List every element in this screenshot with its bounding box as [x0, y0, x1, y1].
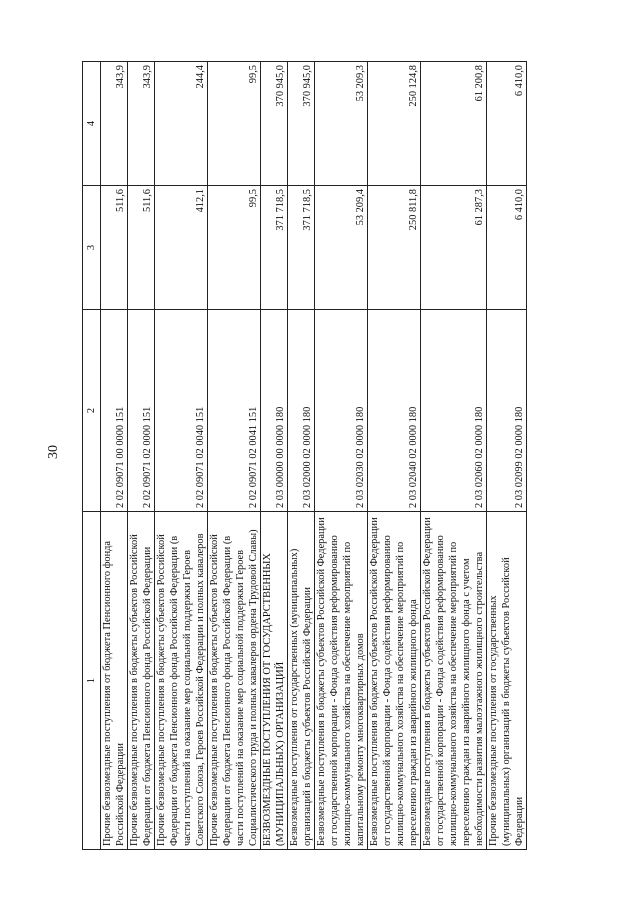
revenue-table-rotated: [82, 62, 638, 850]
table-row: [208, 62, 261, 850]
header-col-3: 3: [83, 186, 101, 310]
row-value-col4: 343,9: [101, 62, 128, 186]
row-code: 2 02 09071 00 0000 151: [101, 310, 128, 512]
table-row: [421, 62, 487, 850]
table-row: [101, 62, 128, 850]
row-value-col3: 53 209,4: [315, 186, 368, 310]
row-value-col3: 371 718,5: [288, 186, 315, 310]
table-row: [155, 62, 208, 850]
page-number: 30: [46, 445, 61, 459]
header-col-2: 2: [83, 310, 101, 512]
row-value-col3: 412,1: [155, 186, 208, 310]
table-row: [315, 62, 368, 850]
row-code: 2 03 02000 02 0000 180: [288, 310, 315, 512]
row-name: Прочие безвозмездные поступления в бюджеты субъектов Российской Федерации от бюджета Пенсионного фонда Российской Федерации (в части поступлений на оказание мер социальной поддержки Героев Социалистического труда и полных кавалеров ордена Трудовой Славы): [208, 512, 261, 850]
revenue-table: [82, 61, 527, 850]
table-row-group: [261, 62, 288, 850]
row-value-col4: 6 410,0: [487, 62, 527, 186]
row-name: Прочие безвозмездные поступления в бюджеты субъектов Российской Федерации от бюджета Пенсионного фонда Российской Федерации: [128, 512, 155, 850]
row-value-col3: 61 287,3: [421, 186, 487, 310]
header-col-1: 1: [83, 512, 101, 850]
row-code: 2 02 09071 02 0040 151: [155, 310, 208, 512]
row-value-col3: 6 410,0: [487, 186, 527, 310]
row-value-col4: 370 945,0: [261, 62, 288, 186]
row-name: Безвозмездные поступления в бюджеты субъектов Российской Федерации от государственной корпорации - Фонда содействия реформированию жилищно-коммунального хозяйства на обеспечение мероприятий по переселению граждан из аварийного жилищного фонда с учетом необходимости развития малоэтажного жилищного строительства: [421, 512, 487, 850]
row-value-col3: 511,6: [128, 186, 155, 310]
row-code: 2 02 09071 02 0000 151: [128, 310, 155, 512]
row-code: 2 03 02030 02 0000 180: [315, 310, 368, 512]
table-row: [288, 62, 315, 850]
row-value-col4: 99,5: [208, 62, 261, 186]
row-code: 2 03 02040 02 0000 180: [368, 310, 421, 512]
table-row: [487, 62, 527, 850]
row-value-col4: 61 200,8: [421, 62, 487, 186]
row-value-col3: 511,6: [101, 186, 128, 310]
header-col-4: 4: [83, 62, 101, 186]
table-row: [368, 62, 421, 850]
row-name: БЕЗВОЗМЕЗДНЫЕ ПОСТУПЛЕНИЯ ОТ ГОСУДАРСТВЕННЫХ (МУНИЦИПАЛЬНЫХ) ОРГАНИЗАЦИЙ: [261, 512, 288, 850]
row-code: 2 03 00000 00 0000 180: [261, 310, 288, 512]
row-name: Безвозмездные поступления от государственных (муниципальных) организаций в бюджеты субъектов Российской Федерации: [288, 512, 315, 850]
row-name: Прочие безвозмездные поступления в бюджеты субъектов Российской Федерации от бюджета Пенсионного фонда Российской Федерации (в части поступлений на оказание мер социальной поддержки Героев Советского Союза, Героев Российской Федерации и полных кавалеров: [155, 512, 208, 850]
row-value-col3: 250 811,8: [368, 186, 421, 310]
row-code: 2 03 02060 02 0000 180: [421, 310, 487, 512]
row-value-col3: 371 718,5: [261, 186, 288, 310]
row-value-col3: 99,5: [208, 186, 261, 310]
row-value-col4: 53 209,3: [315, 62, 368, 186]
row-name: Прочие безвозмездные поступления от государственных (муниципальных) организаций в бюджеты субъектов Российской Федерации: [487, 512, 527, 850]
header-row: [83, 62, 101, 850]
row-name: Прочие безвозмездные поступления от бюджета Пенсионного фонда Российской Федерации: [101, 512, 128, 850]
row-code: 2 02 09071 02 0041 151: [208, 310, 261, 512]
row-name: Безвозмездные поступления в бюджеты субъектов Российской Федерации от государственной корпорации - Фонда содействия реформированию жилищно-коммунального хозяйства на обеспечение мероприятий по капитальному ремонту многоквартирных домов: [315, 512, 368, 850]
table-row: [128, 62, 155, 850]
row-value-col4: 250 124,8: [368, 62, 421, 186]
row-value-col4: 244,4: [155, 62, 208, 186]
row-value-col4: 343,9: [128, 62, 155, 186]
row-value-col4: 370 945,0: [288, 62, 315, 186]
row-name: Безвозмездные поступления в бюджеты субъектов Российской Федерации от государственной корпорации - Фонда содействия реформированию жилищно-коммунального хозяйства на обеспечение мероприятий по переселению граждан из аварийного жилищного фонда: [368, 512, 421, 850]
row-code: 2 03 02099 02 0000 180: [487, 310, 527, 512]
